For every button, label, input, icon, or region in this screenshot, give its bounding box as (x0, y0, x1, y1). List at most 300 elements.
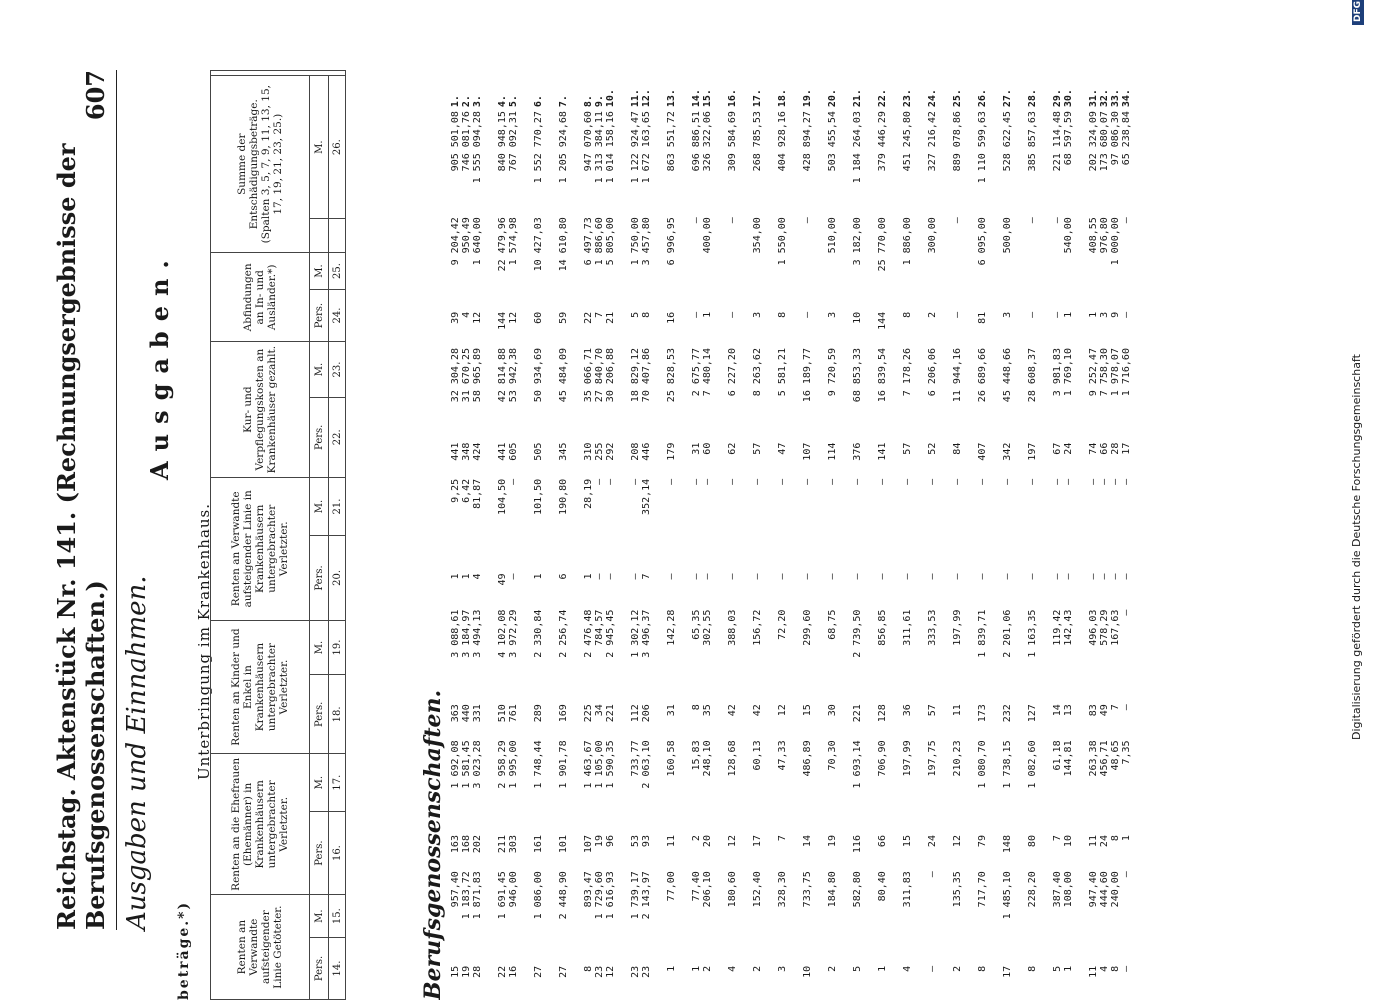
table-cell: 206,10 (702, 871, 713, 908)
table-cell: 108,00 (1063, 871, 1074, 908)
table-cell: 142,43 (1063, 609, 1074, 646)
table-cell: 1 901,78 (558, 740, 569, 789)
table-cell: 1 886,00 (902, 217, 913, 266)
table-cell: 31 670,25 (461, 348, 472, 403)
table-cell: 1 839,71 (977, 609, 988, 658)
table-cell: 8 (902, 311, 913, 318)
table-row (630, 70, 641, 1000)
table-cell: — (1121, 704, 1132, 711)
table-cell: 2 945,45 (605, 609, 616, 658)
table-cell: 767 092,31 (508, 111, 519, 172)
table-cell: 300,00 (927, 217, 938, 254)
table-cell: 27 (558, 965, 569, 978)
table-cell: — (1110, 478, 1121, 485)
row-number: 18. (777, 89, 788, 108)
spacer-cell (763, 70, 777, 1000)
table-cell: 225 (583, 704, 594, 723)
table-cell: 144 (497, 311, 508, 330)
row-number: 6. (533, 95, 544, 108)
table-cell: — (927, 573, 938, 580)
table-cell: 3 (1099, 311, 1110, 318)
table-cell: 12 (777, 704, 788, 717)
row-number: 23. (902, 89, 913, 108)
column-title-2: Renten an die Ehefrauen (Ehemänner) in Krankenhäusern untergebrachter Verletzter. (211, 754, 310, 895)
table-cell: 376 (852, 442, 863, 461)
table-cell: 6,42 (461, 478, 472, 503)
table-cell: — (691, 311, 702, 318)
table-cell: — (877, 573, 888, 580)
table-cell: — (952, 217, 963, 224)
table-cell: 180,60 (727, 871, 738, 908)
table-cell: 66 (1099, 442, 1110, 455)
table-cell: 8 (1110, 835, 1121, 842)
table-cell: — (1027, 478, 1038, 485)
table-cell: 70 407,86 (641, 348, 652, 403)
table-cell: 31 (666, 704, 677, 717)
table-cell: 2 201,06 (1002, 609, 1013, 658)
table-cell: 1 463,67 (583, 740, 594, 789)
table-cell: 81 (977, 311, 988, 324)
row-spacer (838, 70, 852, 1000)
table-cell: 1 (461, 573, 472, 580)
row-number: 12. (641, 89, 652, 108)
table-cell: 144,81 (1063, 740, 1074, 777)
table-cell: 1 590,35 (605, 740, 616, 789)
table-cell: 976,80 (1099, 217, 1110, 254)
table-cell: 4 (461, 311, 472, 318)
spacer-cell (838, 70, 852, 1000)
table-cell: 3 (777, 965, 788, 972)
table-cell: 1 886,60 (594, 217, 605, 266)
table-cell: 96 (605, 835, 616, 848)
column-number (329, 219, 346, 253)
table-cell: — (877, 478, 888, 485)
table-cell: 8 (777, 311, 788, 318)
table-cell: 152,40 (752, 871, 763, 908)
column-number: 15. (329, 895, 346, 938)
table-cell: 950,49 (461, 217, 472, 254)
table-row (533, 70, 544, 1000)
table-cell: 2 (952, 965, 963, 972)
table-cell: 19 (827, 835, 838, 848)
table-cell: 696 886,51 (691, 111, 702, 172)
table-cell: 221 (852, 704, 863, 723)
table-cell: 8 (1027, 965, 1038, 972)
table-cell: 1 581,45 (461, 740, 472, 789)
table-cell: 65 238,84 (1121, 111, 1132, 166)
table-cell: — (777, 478, 788, 485)
table-cell: 1 184 264,03 (852, 111, 863, 184)
table-cell: 232 (1002, 704, 1013, 723)
table-cell: 30 206,88 (605, 348, 616, 403)
table-cell: — (727, 478, 738, 485)
column-header-table (210, 70, 346, 1000)
table-cell: 303 (508, 835, 519, 854)
row-number: 13. (666, 89, 677, 108)
table-cell: 68 853,33 (852, 348, 863, 403)
table-cell: 957,40 (450, 871, 461, 908)
table-row (472, 70, 483, 1000)
table-cell: 348 (461, 442, 472, 461)
spacer-cell (544, 70, 558, 1000)
table-cell: — (1052, 311, 1063, 318)
table-cell: 1 574,98 (508, 217, 519, 266)
table-cell: 496,03 (1088, 609, 1099, 646)
table-cell: 1 163,35 (1027, 609, 1038, 658)
row-spacer (738, 70, 752, 1000)
table-cell: 2 675,77 (691, 348, 702, 397)
table-cell: — (902, 478, 913, 485)
table-cell: — (594, 573, 605, 580)
table-cell: 486,89 (802, 740, 813, 777)
table-cell: 1 716,60 (1121, 348, 1132, 397)
table-row (1110, 70, 1121, 1000)
column-title-3: Renten an Kinder und Enkel in Krankenhäusern untergebrachter Verletzter. (211, 620, 310, 754)
table-cell: 67 (1052, 442, 1063, 455)
table-cell: 7 758,30 (1099, 348, 1110, 397)
row-number: 33. (1110, 89, 1121, 108)
table-cell: 733,77 (630, 740, 641, 777)
footer-text: Digitalisierung gefördert durch die Deutsche Forschungsgemeinschaft (1350, 354, 1363, 740)
table-cell: 59 (558, 311, 569, 324)
table-cell: 746 081,76 (461, 111, 472, 172)
table-cell: 352,14 (641, 478, 652, 515)
table-cell: 893,47 (583, 871, 594, 908)
table-cell: 311,83 (902, 871, 913, 908)
table-cell: 17 (752, 835, 763, 848)
row-number: 5. (508, 95, 519, 108)
table-cell: 28 (472, 965, 483, 978)
table-cell: — (927, 871, 938, 878)
table-cell: 42 (752, 704, 763, 717)
column-number: 14. (329, 938, 346, 1000)
table-cell: — (902, 573, 913, 580)
table-cell: — (777, 573, 788, 580)
table-cell: 101 (558, 835, 569, 854)
table-cell: 3 496,37 (641, 609, 652, 658)
table-cell: 3 (752, 311, 763, 318)
table-cell: 328,30 (777, 871, 788, 908)
table-cell: 7 (594, 311, 605, 318)
table-cell: 119,42 (1052, 609, 1063, 646)
row-spacer (713, 70, 727, 1000)
row-number: 10. (605, 89, 616, 108)
table-cell: 28 608,37 (1027, 348, 1038, 403)
table-cell: — (1110, 573, 1121, 580)
table-cell: 173 680,07 (1099, 111, 1110, 172)
table-cell: 9 (1110, 311, 1121, 318)
table-row (605, 70, 616, 1000)
table-cell: 228,20 (1027, 871, 1038, 908)
table-cell: 50 934,69 (533, 348, 544, 403)
table-cell: 1 672 163,65 (641, 111, 652, 184)
row-number: 7. (558, 95, 569, 108)
row-spacer (544, 70, 558, 1000)
table-cell: 57 (927, 704, 938, 717)
table-cell: 947,40 (1088, 871, 1099, 908)
table-cell: 23 (630, 965, 641, 978)
table-cell: 9 204,42 (450, 217, 461, 266)
table-cell: 761 (508, 704, 519, 723)
table-cell: 45 484,09 (558, 348, 569, 403)
table-cell: 2 (752, 965, 763, 972)
table-cell: 1 000,00 (1110, 217, 1121, 266)
table-cell: — (594, 478, 605, 485)
table-cell: 32 304,28 (450, 348, 461, 403)
row-number: 26. (977, 89, 988, 108)
column-unit-p: Pers. (310, 811, 329, 894)
table-cell: 161 (533, 835, 544, 854)
table-cell: — (977, 573, 988, 580)
table-cell: 128,68 (727, 740, 738, 777)
table-cell: 1 080,70 (977, 740, 988, 789)
table-cell: 208 (630, 442, 641, 461)
table-cell: — (1027, 217, 1038, 224)
column-unit-m: M. (310, 895, 329, 938)
table-cell: 77,40 (691, 871, 702, 902)
column-unit-p: Pers. (310, 675, 329, 754)
table-cell: 540,00 (1063, 217, 1074, 254)
table-cell: 47,33 (777, 740, 788, 771)
table-cell: — (1027, 573, 1038, 580)
column-unit-m: M. (310, 253, 329, 289)
table-cell: — (852, 573, 863, 580)
table-cell: 16 189,77 (802, 348, 813, 403)
table-cell: 163 (450, 835, 461, 854)
row-number: 30. (1063, 89, 1074, 108)
table-cell: 15,83 (691, 740, 702, 771)
table-cell: 1 640,00 (472, 217, 483, 266)
table-cell: 733,75 (802, 871, 813, 908)
table-cell: 1 769,10 (1063, 348, 1074, 397)
column-number: 19. (329, 620, 346, 675)
table-cell: 206 (641, 704, 652, 723)
section-title: Ausgaben. (145, 250, 174, 480)
group-label: Unterbringung im Krankenhaus. (195, 502, 213, 780)
table-cell: 10 (1063, 835, 1074, 848)
spacer-cell (1038, 70, 1052, 1000)
spacer-cell (616, 70, 630, 1000)
table-cell: 354,00 (752, 217, 763, 254)
table-cell: 116 (852, 835, 863, 854)
table-cell: — (1121, 871, 1132, 878)
table-cell: 21 (605, 311, 616, 324)
table-cell: 327 216,42 (927, 111, 938, 172)
table-cell: 45 448,66 (1002, 348, 1013, 403)
row-number: 15. (702, 89, 713, 108)
table-cell: — (605, 573, 616, 580)
table-row (777, 70, 788, 1000)
table-cell: — (852, 478, 863, 485)
row-number: 25. (952, 89, 963, 108)
table-cell: 197 (1027, 442, 1038, 461)
table-cell: 61,18 (1052, 740, 1063, 771)
table-cell: — (1121, 311, 1132, 318)
table-cell: 35 (702, 704, 713, 717)
table-cell: 53 (630, 835, 641, 848)
row-number: 24. (927, 89, 938, 108)
table-cell: 53 942,38 (508, 348, 519, 403)
column-unit-p (310, 219, 329, 253)
table-cell: — (727, 573, 738, 580)
table-cell: — (1002, 478, 1013, 485)
table-row (827, 70, 838, 1000)
table-cell: — (666, 573, 677, 580)
table-cell: 93 (641, 835, 652, 848)
table-cell: — (827, 478, 838, 485)
row-spacer (913, 70, 927, 1000)
table-cell: 42 814,88 (497, 348, 508, 403)
column-unit-m: M. (310, 342, 329, 397)
table-cell: — (630, 478, 641, 485)
row-spacer (569, 70, 583, 1000)
table-cell: 387,40 (1052, 871, 1063, 908)
column-unit-m: M. (310, 477, 329, 535)
table-row (1027, 70, 1038, 1000)
table-cell: 5 805,00 (605, 217, 616, 266)
table-row (1063, 70, 1074, 1000)
table-cell: 299,60 (802, 609, 813, 646)
table-row (594, 70, 605, 1000)
table-cell: — (691, 573, 702, 580)
table-cell: 1 (666, 965, 677, 972)
table-cell: 114 (827, 442, 838, 461)
table-cell: 24 (1063, 442, 1074, 455)
table-cell: 6 227,20 (727, 348, 738, 397)
table-cell: 57 (752, 442, 763, 455)
table-cell: 68,75 (827, 609, 838, 640)
table-cell: 840 948,15 (497, 111, 508, 172)
table-cell: 1 691,45 (497, 871, 508, 920)
table-cell: 2 (927, 311, 938, 318)
column-title-5: Kur- und Verpflegungskosten an Krankenhäuser gezahlt. (211, 342, 310, 477)
table-cell: 2 958,29 (497, 740, 508, 789)
table-cell: 168 (461, 835, 472, 854)
table-cell: 10 427,03 (533, 217, 544, 272)
table-row (927, 70, 938, 1000)
row-spacer (988, 70, 1002, 1000)
table-cell: 1 (533, 573, 544, 580)
table-cell: 80,40 (877, 871, 888, 902)
table-cell: 407 (977, 442, 988, 461)
table-cell: 863 551,72 (666, 111, 677, 172)
table-cell: 1 (877, 965, 888, 972)
table-cell: 1 205 924,68 (558, 111, 569, 184)
column-number: 17. (329, 754, 346, 811)
table-cell: 104,50 (497, 478, 508, 515)
table-row (727, 70, 738, 1000)
table-cell: 578,29 (1099, 609, 1110, 646)
table-cell: — (1099, 573, 1110, 580)
row-number: 4. (497, 95, 508, 108)
table-cell: 9,25 (450, 478, 461, 503)
table-cell: — (1052, 217, 1063, 224)
table-cell: 7 480,14 (702, 348, 713, 397)
table-cell: 2 476,48 (583, 609, 594, 658)
table-cell: 9 720,59 (827, 348, 838, 397)
table-cell: 1 978,07 (1110, 348, 1121, 397)
table-cell: 1 555 094,28 (472, 111, 483, 184)
table-cell: 62 (727, 442, 738, 455)
table-cell: 2 (827, 965, 838, 972)
table-cell: — (1027, 311, 1038, 318)
row-spacer (763, 70, 777, 1000)
table-cell: 2 (702, 965, 713, 972)
table-cell: 18 829,12 (630, 348, 641, 403)
row-spacer (616, 70, 630, 1000)
table-cell: 34 (594, 704, 605, 717)
table-cell: 35 066,71 (583, 348, 594, 403)
row-spacer (813, 70, 827, 1000)
table-cell: — (630, 573, 641, 580)
table-cell: 6 206,06 (927, 348, 938, 397)
table-cell: 784,57 (594, 609, 605, 646)
row-number: 22. (877, 89, 888, 108)
table-cell: 404 928,16 (777, 111, 788, 172)
table-cell: 135,35 (952, 871, 963, 908)
column-unit-p: Pers. (310, 536, 329, 621)
table-row (583, 70, 594, 1000)
spacer-cell (1013, 70, 1027, 1000)
table-cell: 47 (777, 442, 788, 455)
row-spacer (652, 70, 666, 1000)
table-cell: — (1121, 965, 1132, 972)
table-row (691, 70, 702, 1000)
table-row (461, 70, 472, 1000)
table-cell: 3 457,80 (641, 217, 652, 266)
page-number: 607 (81, 70, 110, 121)
column-number: 18. (329, 675, 346, 754)
table-cell: 4 (727, 965, 738, 972)
table-cell: — (702, 478, 713, 485)
table-cell: 7,35 (1121, 740, 1132, 765)
table-cell: 83 (1088, 704, 1099, 717)
table-cell: — (927, 478, 938, 485)
table-cell: 36 (902, 704, 913, 717)
table-cell: 49 (497, 573, 508, 586)
table-row (802, 70, 813, 1000)
table-cell: — (1063, 478, 1074, 485)
table-cell: 9 252,47 (1088, 348, 1099, 397)
table-cell: 1 (691, 965, 702, 972)
column-number: 22. (329, 397, 346, 477)
table-cell: 5 (852, 965, 863, 972)
table-cell: 3 (827, 311, 838, 318)
row-number: 9. (594, 95, 605, 108)
table-cell: 17 (1002, 965, 1013, 978)
header-title: Reichstag. Aktenstück Nr. 141. (Rechnungsergebnisse der Berufsgenossenschaften.) (52, 143, 110, 930)
table-cell: 528 622,45 (1002, 111, 1013, 172)
column-title-4: Renten an Verwandte aufsteigender Linie in Krankenhäusern untergebrachter Verletzter. (211, 477, 310, 620)
table-row (1099, 70, 1110, 1000)
table-cell: — (1052, 573, 1063, 580)
table-cell: 946,00 (508, 871, 519, 908)
table-cell: 1 (1063, 311, 1074, 318)
table-cell: 309 584,69 (727, 111, 738, 172)
side-label: beträge.*) (176, 900, 192, 1000)
table-cell: 248,10 (702, 740, 713, 777)
table-cell: 1 105,00 (594, 740, 605, 789)
table-cell: — (802, 573, 813, 580)
table-cell: — (1121, 217, 1132, 224)
table-cell: 2 143,97 (641, 871, 652, 920)
table-cell: 333,53 (927, 609, 938, 646)
table-row (977, 70, 988, 1000)
table-cell: 1 302,12 (630, 609, 641, 658)
table-cell: 1 (1063, 965, 1074, 972)
table-cell: 510 (497, 704, 508, 723)
spacer-cell (483, 70, 497, 1000)
